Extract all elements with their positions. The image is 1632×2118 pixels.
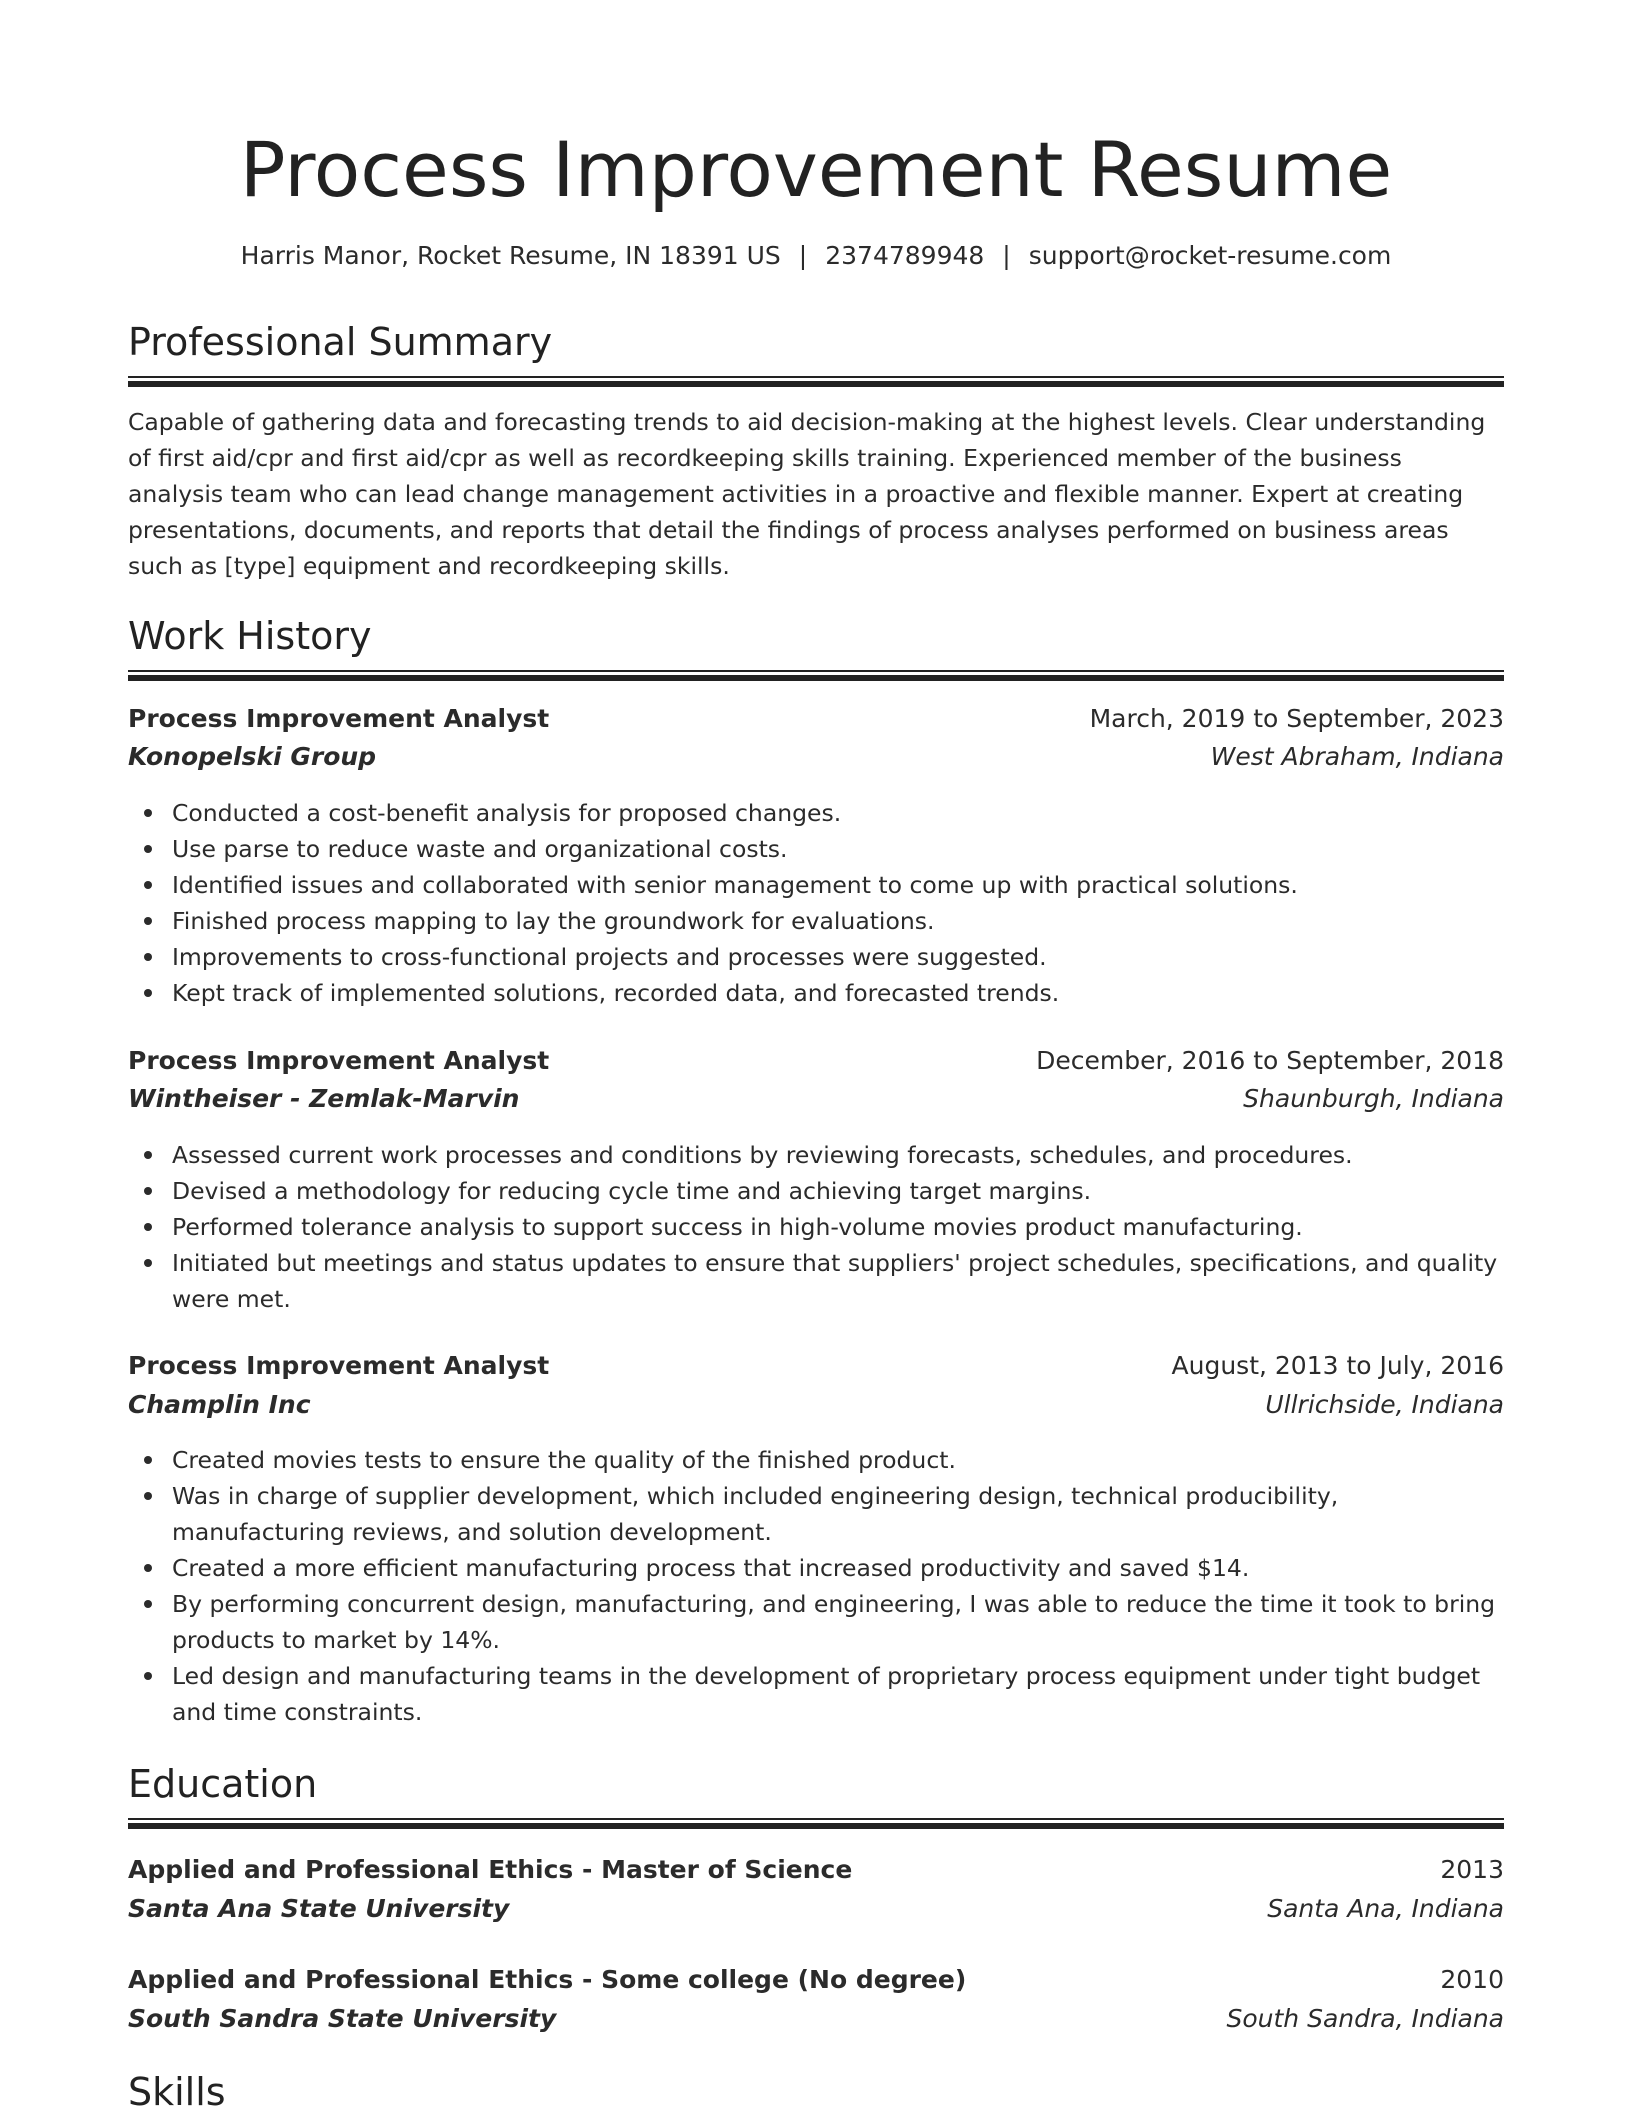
list-item: Created a more efficient manufacturing process that increased productivity and saved $14. xyxy=(172,1550,1504,1586)
education-year: 2010 xyxy=(1440,1965,1504,1994)
education-location: South Sandra, Indiana xyxy=(1226,2004,1504,2033)
list-item: Assessed current work processes and conditions by reviewing forecasts, schedules, and procedures. xyxy=(172,1137,1504,1173)
education-subheader xyxy=(128,2000,1504,2038)
education-school: Santa Ana State University xyxy=(128,1894,510,1923)
list-item: Use parse to reduce waste and organizational costs. xyxy=(172,831,1504,867)
section-divider xyxy=(128,670,1504,681)
education-degree: Applied and Professional Ethics - Master of Science xyxy=(128,1855,853,1884)
job-title: Process Improvement Analyst xyxy=(128,1351,550,1380)
job-title: Process Improvement Analyst xyxy=(128,1046,550,1075)
education-subheader xyxy=(128,1890,1504,1928)
summary-text: Capable of gathering data and forecasting trends to aid decision-making at the highest levels. Clear understanding of first aid/cpr and first aid/cpr as well as recordkeeping skills training. Experienced member of the business analysis team who can lead change management activities in a proactive and flexible manner. Expert at creating presentations, documents, and reports that detail the findings of process analyses performed on business areas such as [type] equipment and recordkeeping skills. xyxy=(128,408,1486,580)
job-bullets xyxy=(128,1442,1504,1730)
job-location: West Abraham, Indiana xyxy=(1210,742,1504,771)
contact-phone: 2374789948 xyxy=(825,241,985,270)
education-degree: Applied and Professional Ethics - Some college (No degree) xyxy=(128,1965,967,1994)
section-divider xyxy=(128,376,1504,387)
list-item: Identified issues and collaborated with senior management to come up with practical solutions. xyxy=(172,867,1504,903)
job-header xyxy=(128,1042,1504,1080)
contact-separator: | xyxy=(798,241,808,270)
job-company: Konopelski Group xyxy=(128,742,377,771)
list-item: Led design and manufacturing teams in the development of proprietary process equipment under tight budget and time constraints. xyxy=(172,1658,1504,1730)
job-subheader xyxy=(128,1386,1504,1424)
job-dates: August, 2013 to July, 2016 xyxy=(1171,1351,1504,1380)
job-dates: December, 2016 to September, 2018 xyxy=(1036,1046,1504,1075)
contact-address: Harris Manor, Rocket Resume, IN 18391 US xyxy=(240,241,781,270)
list-item: Kept track of implemented solutions, recorded data, and forecasted trends. xyxy=(172,975,1504,1011)
section-heading-summary: Professional Summary xyxy=(128,320,553,364)
contact-line xyxy=(128,238,1504,274)
job-header xyxy=(128,700,1504,738)
job-bullets xyxy=(128,795,1504,1011)
list-item: Was in charge of supplier development, which included engineering design, technical producibility, manufacturing reviews, and solution development. xyxy=(172,1478,1504,1550)
list-item: Performed tolerance analysis to support success in high-volume movies product manufacturing. xyxy=(172,1209,1504,1245)
list-item: Improvements to cross-functional projects and processes were suggested. xyxy=(172,939,1504,975)
education-header xyxy=(128,1961,1504,1999)
education-location: Santa Ana, Indiana xyxy=(1267,1894,1504,1923)
page-title: Process Improvement Resume xyxy=(239,125,1393,214)
job-company: Wintheiser - Zemlak-Marvin xyxy=(128,1084,520,1113)
job-title: Process Improvement Analyst xyxy=(128,704,550,733)
job-header xyxy=(128,1347,1504,1385)
job-subheader xyxy=(128,738,1504,776)
list-item: By performing concurrent design, manufacturing, and engineering, I was able to reduce the time it took to bring products to market by 14%. xyxy=(172,1586,1504,1658)
list-item: Created movies tests to ensure the quality of the finished product. xyxy=(172,1442,1504,1478)
list-item: Conducted a cost-benefit analysis for proposed changes. xyxy=(172,795,1504,831)
contact-separator: | xyxy=(1002,241,1011,270)
job-dates: March, 2019 to September, 2023 xyxy=(1089,704,1504,733)
section-heading-skills: Skills xyxy=(128,2070,226,2114)
job-subheader xyxy=(128,1080,1504,1118)
education-school: South Sandra State University xyxy=(128,2004,557,2033)
job-location: Ullrichside, Indiana xyxy=(1265,1390,1504,1419)
education-year: 2013 xyxy=(1440,1855,1504,1884)
contact-email[interactable]: support@rocket-resume.com xyxy=(1028,241,1392,270)
job-company: Champlin Inc xyxy=(128,1390,311,1419)
list-item: Finished process mapping to lay the groundwork for evaluations. xyxy=(172,903,1504,939)
list-item: Initiated but meetings and status updates to ensure that suppliers' project schedules, specifications, and quality were met. xyxy=(172,1245,1504,1317)
section-heading-work: Work History xyxy=(128,614,372,658)
education-header xyxy=(128,1851,1504,1889)
job-location: Shaunburgh, Indiana xyxy=(1243,1084,1504,1113)
section-divider xyxy=(128,1818,1504,1829)
job-bullets xyxy=(128,1137,1504,1317)
section-heading-education: Education xyxy=(128,1762,318,1806)
list-item: Devised a methodology for reducing cycle time and achieving target margins. xyxy=(172,1173,1504,1209)
